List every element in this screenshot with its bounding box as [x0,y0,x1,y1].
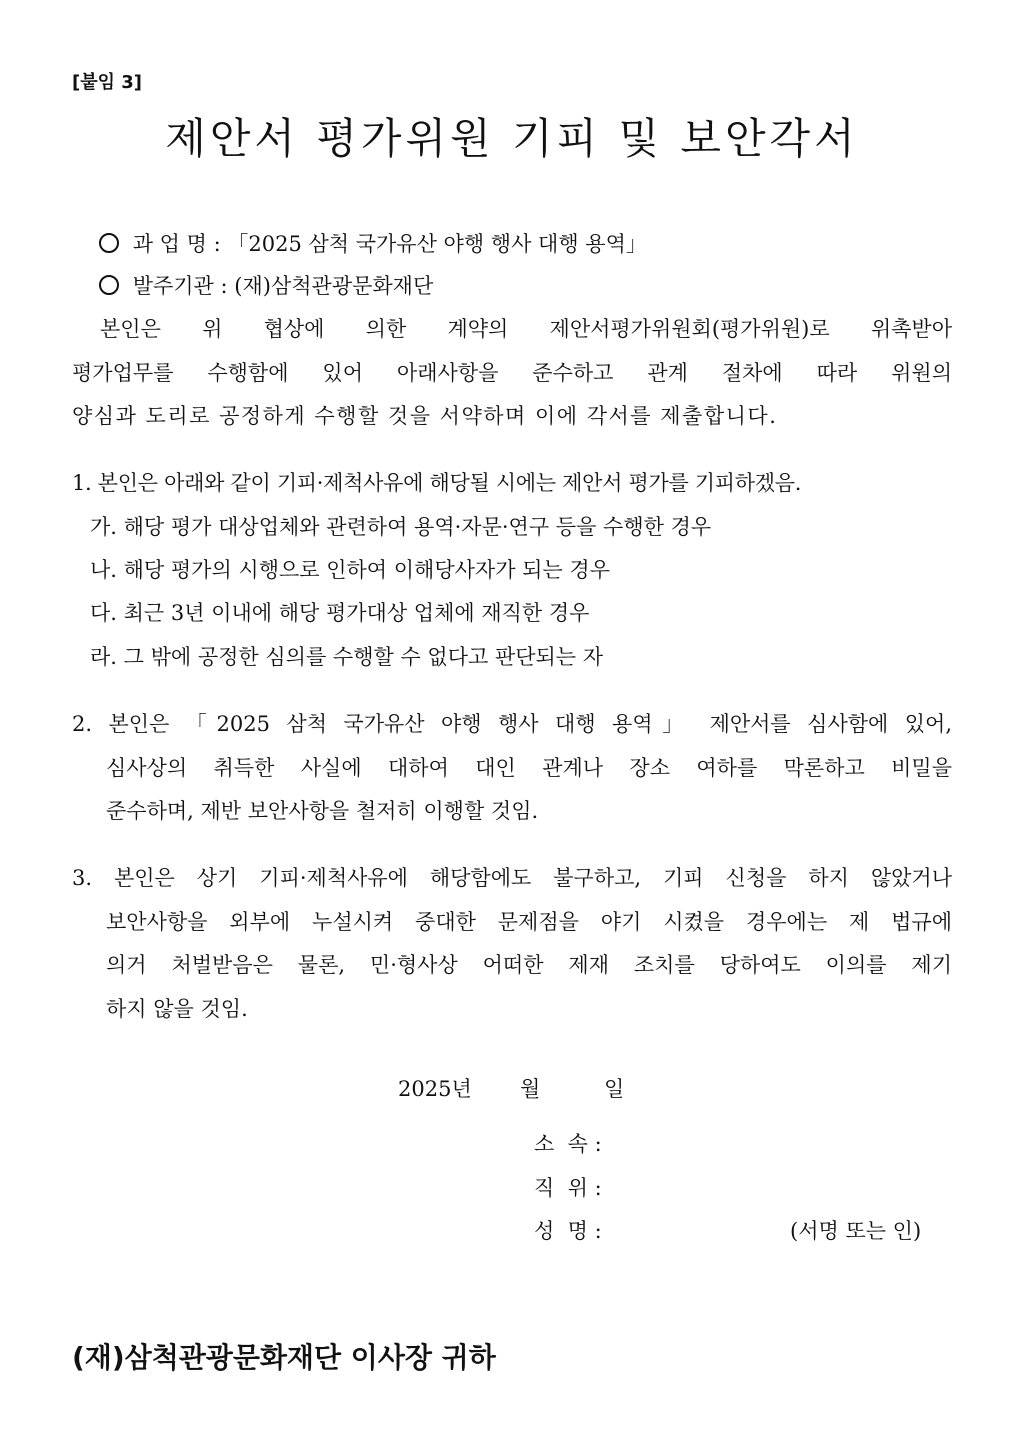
item2-line: 2. 본인은 「2025 삼척 국가유산 야행 행사 대행 용역」 제안서를 심사함에 있어, [72,712,952,736]
document-title: 제안서 평가위원 기피 및 보안각서 [165,114,859,163]
intro-line: 양심과 도리로 공정하게 수행할 것을 서약하며 이에 각서를 제출합니다. [72,404,778,428]
seal-note: (서명 또는 인) [790,1219,922,1243]
item1-sub: 다. 최근 3년 이내에 해당 평가대상 업체에 재직한 경우 [90,601,590,625]
date-day: 일 [604,1077,625,1101]
date-month: 월 [520,1077,541,1101]
info-client: 발주기관 : (재)삼척관광문화재단 [72,246,433,324]
info-client-value: (재)삼척관광문화재단 [234,274,434,298]
info-project-label: 과 업 명 [132,232,207,256]
attachment-label: [붙임 3] [72,72,143,93]
circle-bullet-icon [99,275,119,295]
item3-line: 보안사항을 외부에 누설시켜 중대한 문제점을 야기 시켰을 경우에는 제 법규에 [106,910,952,934]
info-project-value: 「2025 삼척 국가유산 야행 행사 대행 용역」 [227,232,647,256]
item3-line: 하지 않을 것임. [106,997,248,1021]
affiliation-label: 소 속 : [534,1132,602,1156]
item2-line: 심사상의 취득한 사실에 대하여 대인 관계나 장소 여하를 막론하고 비밀을 [106,756,952,780]
intro-line: 평가업무를 수행함에 있어 아래사항을 준수하고 관계 절차에 따라 위원의 [72,361,952,385]
item1-sub: 라. 그 밖에 공정한 심의를 수행할 수 없다고 판단되는 자 [90,645,604,669]
name-label: 성 명 : [534,1219,602,1243]
item1-sub: 나. 해당 평가의 시행으로 인하여 이해당사자가 되는 경우 [90,558,610,582]
info-client-label: 발주기관 [132,274,214,298]
item2-line: 준수하며, 제반 보안사항을 철저히 이행할 것임. [106,799,539,823]
intro-line: 본인은 위 협상에 의한 계약의 제안서평가위원회(평가위원)로 위촉받아 [100,317,952,341]
info-project: 과 업 명 : 「2025 삼척 국가유산 야행 행사 대행 용역」 [72,204,647,282]
addressee-footer: (재)삼척관광문화재단 이사장 귀하 [72,1341,496,1374]
item3-line: 의거 처벌받음은 물론, 민·형사상 어떠한 제재 조치를 당하여도 이의를 제기 [106,953,952,977]
item1-heading: 1. 본인은 아래와 같이 기피·제척사유에 해당될 시에는 제안서 평가를 기피하겠음. [72,471,802,495]
date-year: 2025년 [398,1077,472,1101]
item3-line: 3. 본인은 상기 기피·제척사유에 해당함에도 불구하고, 기피 신청을 하지 않았거나 [72,866,952,890]
item1-sub: 가. 해당 평가 대상업체와 관련하여 용역·자문·연구 등을 수행한 경우 [90,515,712,539]
position-label: 직 위 : [534,1176,602,1200]
